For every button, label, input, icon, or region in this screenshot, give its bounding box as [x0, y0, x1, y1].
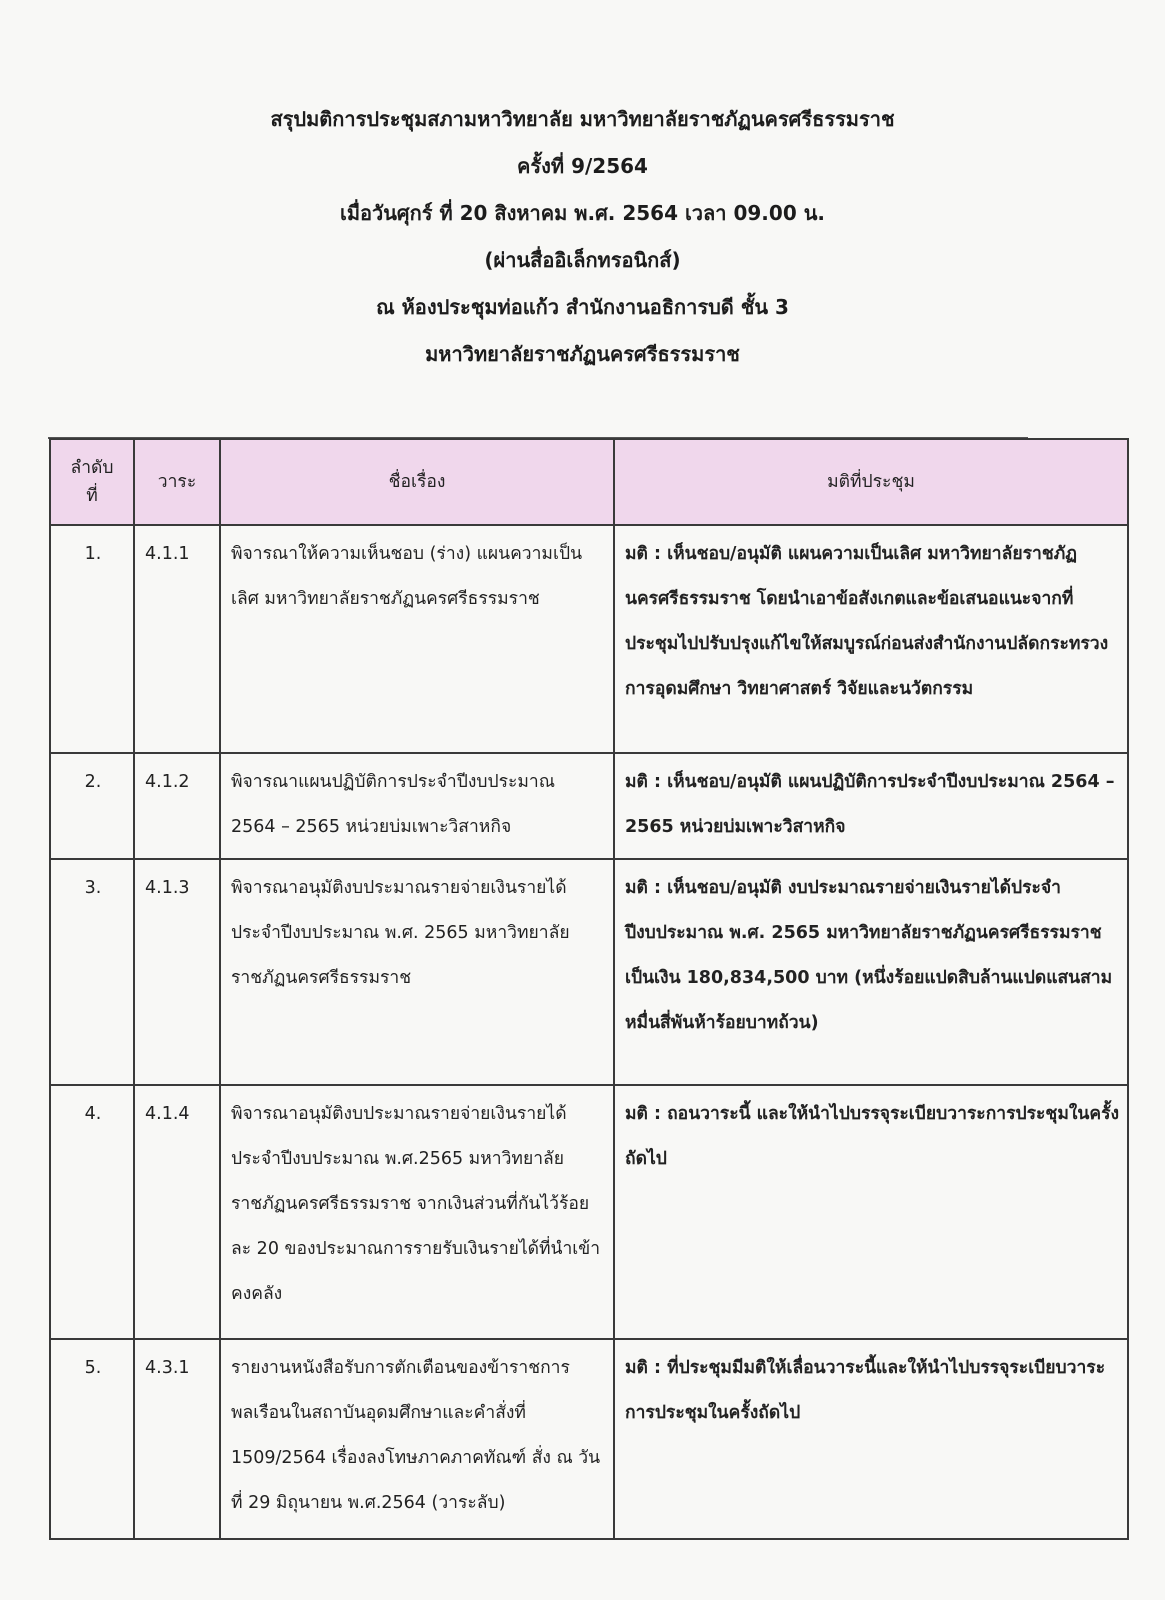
row-title: พิจารณาอนุมัติงบประมาณรายจ่ายเงินรายได้ประจำปีงบประมาณ พ.ศ. 2565 มหาวิทยาลัยราชภัฏนครศรีธรรมราช — [220, 859, 614, 1085]
row-title: พิจารณาให้ความเห็นชอบ (ร่าง) แผนความเป็นเลิศ มหาวิทยาลัยราชภัฏนครศรีธรรมราช — [220, 525, 614, 753]
table-row — [50, 525, 1128, 753]
table-row — [50, 859, 1128, 1085]
row-agenda: 4.3.1 — [134, 1339, 220, 1539]
table-row — [50, 1339, 1128, 1539]
row-agenda: 4.1.4 — [134, 1085, 220, 1339]
meeting-number: ครั้งที่ 9/2564 — [517, 154, 648, 178]
row-agenda: 4.1.3 — [134, 859, 220, 1085]
document-title: สรุปมติการประชุมสภามหาวิทยาลัย มหาวิทยาลัยราชภัฏนครศรีธรรมราช — [270, 107, 895, 131]
row-title: พิจารณาอนุมัติงบประมาณรายจ่ายเงินรายได้ประจำปีงบประมาณ พ.ศ.2565 มหาวิทยาลัยราชภัฏนครศรีธรรมราช จากเงินส่วนที่กันไว้ร้อยละ 20 ของประมาณการรายรับเงินรายได้ที่นำเข้าคงคลัง — [220, 1085, 614, 1339]
meeting-date: เมื่อวันศุกร์ ที่ 20 สิงหาคม พ.ศ. 2564 เวลา 09.00 น. — [340, 201, 825, 225]
column-header-seq-line2: ที่ — [86, 486, 98, 506]
column-header-title: ชื่อเรื่อง — [220, 439, 614, 525]
row-seq: 5. — [50, 1339, 134, 1539]
meeting-venue: ณ ห้องประชุมท่อแก้ว สำนักงานอธิการบดี ชั้น 3 — [376, 295, 789, 319]
row-resolution: มติ : เห็นชอบ/อนุมัติ แผนความเป็นเลิศ มหาวิทยาลัยราชภัฏนครศรีธรรมราช โดยนำเอาข้อสังเกตและข้อเสนอแนะจากที่ประชุมไปปรับปรุงแก้ไขให้สมบูรณ์ก่อนส่งสำนักงานปลัดกระทรวงการอุดมศึกษา วิทยาศาสตร์ วิจัยและนวัตกรรม — [614, 525, 1128, 753]
table-row — [50, 753, 1128, 859]
column-header-seq-line1: ลำดับ — [70, 458, 114, 478]
column-header-agenda: วาระ — [134, 439, 220, 525]
row-seq: 2. — [50, 753, 134, 859]
row-resolution: มติ : ที่ประชุมมีมติให้เลื่อนวาระนี้และให้นำไปบรรจุระเบียบวาระการประชุมในครั้งถัดไป — [614, 1339, 1128, 1539]
row-resolution: มติ : ถอนวาระนี้ และให้นำไปบรรจุระเบียบวาระการประชุมในครั้งถัดไป — [614, 1085, 1128, 1339]
resolutions-table — [49, 438, 1129, 1540]
meeting-mode: (ผ่านสื่ออิเล็กทรอนิกส์) — [484, 248, 681, 272]
column-header-seq — [50, 439, 134, 525]
document-header — [0, 96, 1165, 378]
row-title: รายงานหนังสือรับการตักเตือนของข้าราชการพลเรือนในสถาบันอุดมศึกษาและคำสั่งที่ 1509/2564 เรื่องลงโทษภาคภาคทัณฑ์ สั่ง ณ วันที่ 29 มิถุนายน พ.ศ.2564 (วาระลับ) — [220, 1339, 614, 1539]
row-resolution: มติ : เห็นชอบ/อนุมัติ งบประมาณรายจ่ายเงินรายได้ประจำปีงบประมาณ พ.ศ. 2565 มหาวิทยาลัยราชภัฏนครศรีธรรมราช เป็นเงิน 180,834,500 บาท (หนึ่งร้อยแปดสิบล้านแปดแสนสามหมื่นสี่พันห้าร้อยบาทถ้วน) — [614, 859, 1128, 1085]
column-header-resolution: มติที่ประชุม — [614, 439, 1128, 525]
row-seq: 1. — [50, 525, 134, 753]
row-agenda: 4.1.1 — [134, 525, 220, 753]
table-row — [50, 1085, 1128, 1339]
row-seq: 4. — [50, 1085, 134, 1339]
row-resolution: มติ : เห็นชอบ/อนุมัติ แผนปฏิบัติการประจำปีงบประมาณ 2564 – 2565 หน่วยบ่มเพาะวิสาหกิจ — [614, 753, 1128, 859]
row-agenda: 4.1.2 — [134, 753, 220, 859]
row-title: พิจารณาแผนปฏิบัติการประจำปีงบประมาณ 2564 – 2565 หน่วยบ่มเพาะวิสาหกิจ — [220, 753, 614, 859]
table-header-row — [50, 439, 1128, 525]
row-seq: 3. — [50, 859, 134, 1085]
university-name: มหาวิทยาลัยราชภัฏนครศรีธรรมราช — [425, 342, 740, 366]
